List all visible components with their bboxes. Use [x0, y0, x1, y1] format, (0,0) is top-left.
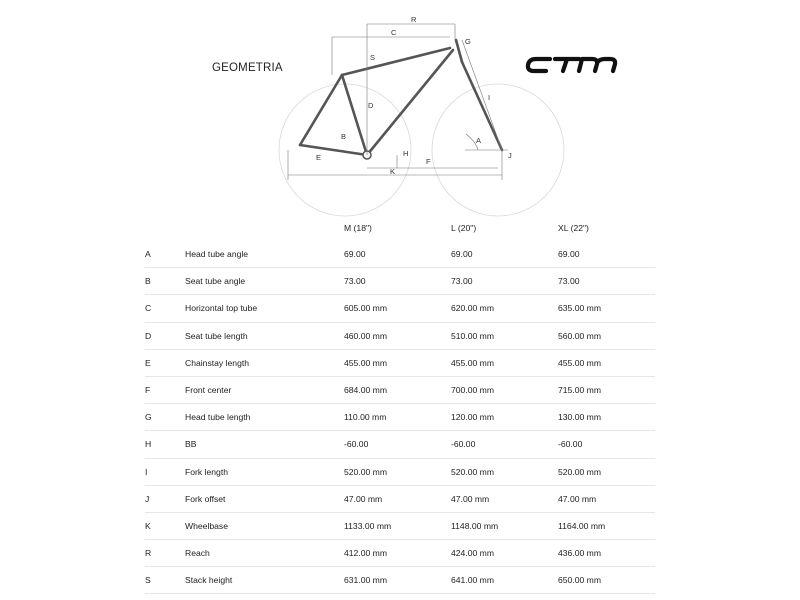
- value-m: 69.00: [344, 241, 451, 268]
- table-row: [145, 295, 655, 322]
- row-name: Head tube length: [185, 404, 344, 431]
- row-letter: A: [145, 241, 185, 268]
- table-row: [145, 431, 655, 458]
- value-l: 510.00 mm: [451, 322, 558, 349]
- value-m: 605.00 mm: [344, 295, 451, 322]
- table-header-row: [145, 215, 655, 241]
- value-m: 110.00 mm: [344, 404, 451, 431]
- table-row: [145, 567, 655, 594]
- row-letter: J: [145, 485, 185, 512]
- value-xl: 69.00: [558, 241, 655, 268]
- diagram-label-s: S: [370, 53, 376, 62]
- row-name: BB: [185, 431, 344, 458]
- row-name: Seat tube length: [185, 322, 344, 349]
- value-l: 73.00: [451, 268, 558, 295]
- size-header-m: M (18"): [344, 223, 372, 233]
- rear-wheel: [279, 84, 411, 216]
- value-l: 700.00 mm: [451, 376, 558, 403]
- diagram-label-h: H: [403, 149, 409, 158]
- diagram-label-e: E: [316, 153, 322, 162]
- row-letter: H: [145, 431, 185, 458]
- value-xl: 650.00 mm: [558, 567, 655, 594]
- value-m: 1133.00 mm: [344, 512, 451, 539]
- value-xl: 73.00: [558, 268, 655, 295]
- bike-geometry-diagram: [270, 10, 570, 225]
- table-row: [145, 322, 655, 349]
- diagram-label-r: R: [411, 15, 417, 24]
- value-xl: 560.00 mm: [558, 322, 655, 349]
- diagram-label-k: K: [390, 167, 396, 176]
- value-l: -60.00: [451, 431, 558, 458]
- row-letter: C: [145, 295, 185, 322]
- size-header-l: L (20"): [451, 223, 477, 233]
- row-name: Front center: [185, 376, 344, 403]
- bike-frame: [300, 40, 502, 155]
- value-xl: 130.00 mm: [558, 404, 655, 431]
- row-name: Chainstay length: [185, 349, 344, 376]
- diagram-label-g: G: [465, 37, 471, 46]
- page-title: GEOMETRIA: [212, 62, 283, 74]
- table-row: [145, 268, 655, 295]
- row-letter: F: [145, 376, 185, 403]
- value-l: 455.00 mm: [451, 349, 558, 376]
- value-xl: 635.00 mm: [558, 295, 655, 322]
- table-row: [145, 485, 655, 512]
- row-name: Head tube angle: [185, 241, 344, 268]
- size-header-xl: XL (22"): [558, 223, 589, 233]
- value-xl: 715.00 mm: [558, 376, 655, 403]
- row-letter: S: [145, 567, 185, 594]
- row-name: Horizontal top tube: [185, 295, 344, 322]
- value-l: 47.00 mm: [451, 485, 558, 512]
- value-xl: 436.00 mm: [558, 540, 655, 567]
- table-row: [145, 376, 655, 403]
- row-name: Fork length: [185, 458, 344, 485]
- table-row: [145, 512, 655, 539]
- value-m: 460.00 mm: [344, 322, 451, 349]
- table-row: [145, 241, 655, 268]
- value-xl: 520.00 mm: [558, 458, 655, 485]
- value-l: 69.00: [451, 241, 558, 268]
- diagram-label-a: A: [476, 136, 482, 145]
- value-xl: 455.00 mm: [558, 349, 655, 376]
- table-row: [145, 540, 655, 567]
- diagram-label-c: C: [391, 28, 397, 37]
- value-l: 424.00 mm: [451, 540, 558, 567]
- value-xl: 1164.00 mm: [558, 512, 655, 539]
- value-l: 620.00 mm: [451, 295, 558, 322]
- value-m: 631.00 mm: [344, 567, 451, 594]
- value-l: 120.00 mm: [451, 404, 558, 431]
- row-letter: G: [145, 404, 185, 431]
- geometry-table: [145, 215, 655, 594]
- table-row: [145, 404, 655, 431]
- row-letter: B: [145, 268, 185, 295]
- value-xl: 47.00 mm: [558, 485, 655, 512]
- value-m: 47.00 mm: [344, 485, 451, 512]
- row-name: Wheelbase: [185, 512, 344, 539]
- value-l: 641.00 mm: [451, 567, 558, 594]
- value-l: 520.00 mm: [451, 458, 558, 485]
- row-name: Reach: [185, 540, 344, 567]
- row-name: Stack height: [185, 567, 344, 594]
- value-m: 455.00 mm: [344, 349, 451, 376]
- value-m: 520.00 mm: [344, 458, 451, 485]
- diagram-label-d: D: [368, 101, 374, 110]
- table-row: [145, 458, 655, 485]
- row-name: Seat tube angle: [185, 268, 344, 295]
- diagram-label-i: I: [488, 93, 491, 102]
- table-body: [145, 241, 655, 594]
- diagram-label-f: F: [426, 157, 431, 166]
- value-m: 73.00: [344, 268, 451, 295]
- row-letter: D: [145, 322, 185, 349]
- table-row: [145, 349, 655, 376]
- diagram-label-b: B: [341, 132, 347, 141]
- row-letter: K: [145, 512, 185, 539]
- diagram-label-j: J: [508, 151, 512, 160]
- value-m: 684.00 mm: [344, 376, 451, 403]
- row-letter: R: [145, 540, 185, 567]
- value-m: 412.00 mm: [344, 540, 451, 567]
- value-xl: -60.00: [558, 431, 655, 458]
- value-l: 1148.00 mm: [451, 512, 558, 539]
- value-m: -60.00: [344, 431, 451, 458]
- row-name: Fork offset: [185, 485, 344, 512]
- row-letter: E: [145, 349, 185, 376]
- row-letter: I: [145, 458, 185, 485]
